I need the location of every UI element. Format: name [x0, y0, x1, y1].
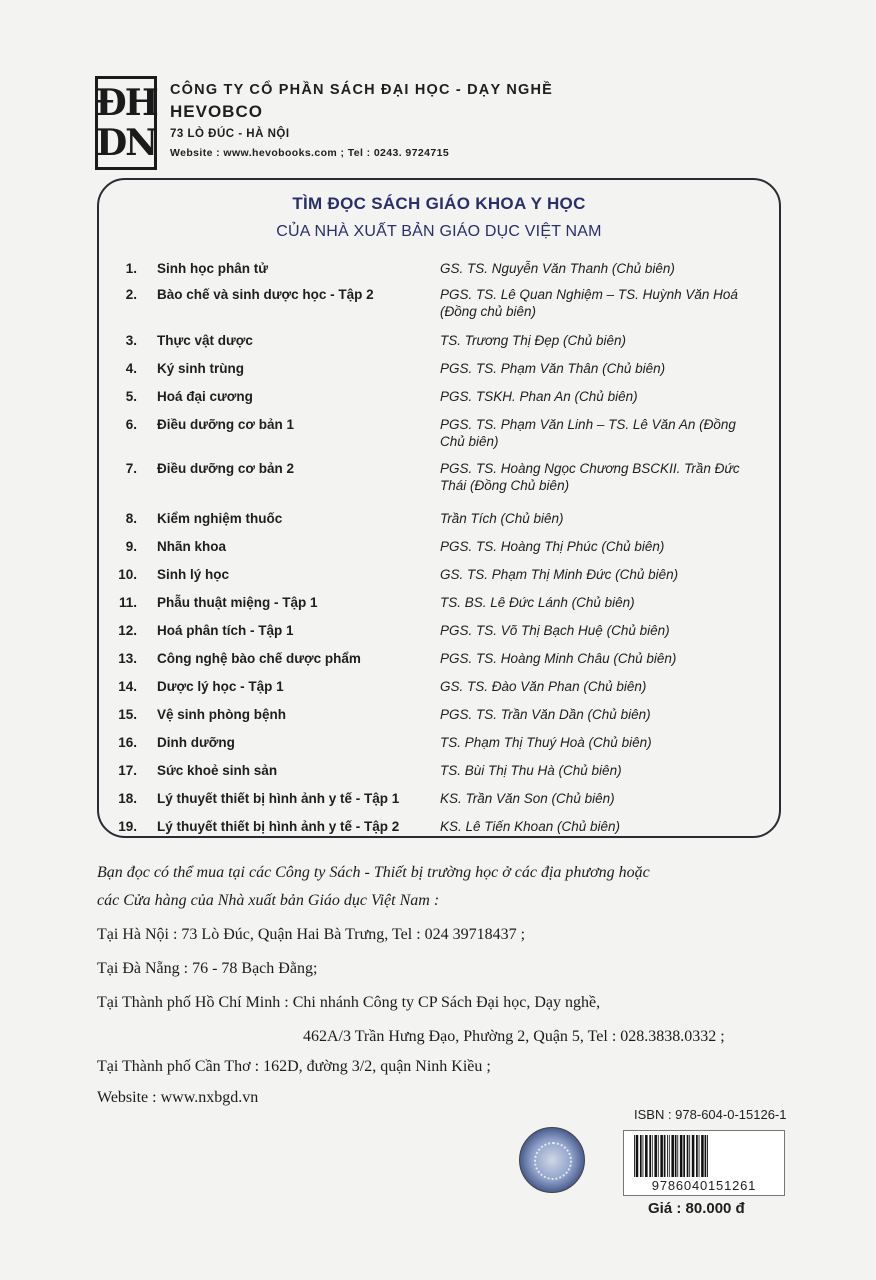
book-title: Điều dưỡng cơ bản 1	[157, 417, 294, 432]
book-author: Trần Tích (Chủ biên)	[440, 511, 564, 526]
book-title: Bào chế và sinh dược học - Tập 2	[157, 287, 374, 302]
barcode-bar	[696, 1135, 698, 1177]
book-title: Nhãn khoa	[157, 539, 227, 554]
book-author: PGS. TS. Trần Văn Dần (Chủ biên)	[440, 707, 651, 722]
company-name: CÔNG TY CỔ PHẦN SÁCH ĐẠI HỌC - DẠY NGHỀ	[170, 82, 554, 98]
book-author: GS. TS. Nguyễn Văn Thanh (Chủ biên)	[440, 261, 675, 276]
book-author: KS. Lê Tiến Khoan (Chủ biên)	[440, 819, 620, 834]
book-title: Thực vật dược	[157, 333, 253, 348]
book-author: KS. Trần Văn Son (Chủ biên)	[440, 791, 615, 806]
book-number: 14.	[118, 679, 137, 694]
book-author: PGS. TS. Võ Thị Bạch Huệ (Chủ biên)	[440, 623, 670, 638]
book-number: 7.	[125, 461, 137, 476]
store-hanoi: Tại Hà Nội : 73 Lò Đúc, Quận Hai Bà Trưng, Tel : 024 39718437 ;	[97, 926, 526, 943]
book-number: 19.	[118, 819, 137, 834]
book-author: PGS. TS. Hoàng Thị Phúc (Chủ biên)	[440, 539, 665, 554]
barcode-bar	[707, 1135, 708, 1177]
barcode-bar	[687, 1135, 689, 1177]
store-cantho: Tại Thành phố Cần Thơ : 162D, đường 3/2, quận Ninh Kiều ;	[97, 1058, 491, 1075]
book-number: 16.	[118, 735, 137, 750]
barcode-bar	[671, 1135, 674, 1177]
book-number: 9.	[125, 539, 137, 554]
book-author: TS. BS. Lê Đức Lánh (Chủ biên)	[440, 595, 635, 610]
book-author: PGS. TS. Phạm Văn Linh – TS. Lê Văn An (Đồng Chủ biên)	[440, 417, 736, 449]
book-author: PGS. TS. Phạm Văn Thân (Chủ biên)	[440, 361, 666, 376]
logo-row-top: ĐH	[95, 82, 157, 124]
barcode-frame	[623, 1130, 785, 1196]
book-author: GS. TS. Đào Văn Phan (Chủ biên)	[440, 679, 647, 694]
book-number: 8.	[125, 511, 137, 526]
book-title: Lý thuyết thiết bị hình ảnh y tế - Tập 1	[157, 791, 400, 806]
book-number: 12.	[118, 623, 137, 638]
book-number: 10.	[118, 567, 137, 582]
barcode-bar	[634, 1135, 635, 1177]
book-title: Dinh dưỡng	[157, 735, 235, 750]
book-row	[99, 818, 779, 854]
book-number: 6.	[125, 417, 137, 432]
book-list-subtitle: CỦA NHÀ XUẤT BẢN GIÁO DỤC VIỆT NAM	[276, 223, 602, 240]
barcode-bar	[669, 1135, 670, 1177]
book-number: 18.	[118, 791, 137, 806]
barcode-bar	[660, 1135, 663, 1177]
book-author: PGS. TSKH. Phan An (Chủ biên)	[440, 389, 638, 404]
book-number: 15.	[118, 707, 137, 722]
book-title: Hoá đại cương	[157, 389, 253, 404]
barcode-bar	[699, 1135, 700, 1177]
book-title: Lý thuyết thiết bị hình ảnh y tế - Tập 2	[157, 819, 400, 834]
logo-row-bottom: DN	[95, 122, 157, 164]
book-number: 13.	[118, 651, 137, 666]
barcode-icon	[632, 1135, 776, 1177]
hologram-seal-icon	[519, 1127, 585, 1193]
barcode-bar	[649, 1135, 651, 1177]
book-author: PGS. TS. Hoàng Ngọc Chương BSCKII. Trần Đức Thái (Đồng Chủ biên)	[440, 461, 740, 493]
book-list-box	[97, 178, 781, 838]
barcode-bar	[701, 1135, 704, 1177]
company-brand: HEVOBCO	[170, 102, 263, 121]
store-hcm-line1: Tại Thành phố Hồ Chí Minh : Chi nhánh Công ty CP Sách Đại học, Dạy nghề,	[97, 994, 601, 1011]
store-danang: Tại Đà Nẵng : 76 - 78 Bạch Đằng;	[97, 960, 318, 977]
book-title: Điều dưỡng cơ bản 2	[157, 461, 294, 476]
barcode-bar	[645, 1135, 648, 1177]
book-title: Kiểm nghiệm thuốc	[157, 511, 283, 526]
barcode-bar	[636, 1135, 639, 1177]
barcode-bar	[643, 1135, 644, 1177]
price: Giá : 80.000 đ	[648, 1200, 745, 1217]
book-title: Công nghệ bào chế dược phẩm	[157, 651, 361, 666]
book-author: GS. TS. Phạm Thị Minh Đức (Chủ biên)	[440, 567, 679, 582]
book-number: 2.	[125, 287, 137, 302]
store-hcm-line2: 462A/3 Trần Hưng Đạo, Phường 2, Quận 5, Tel : 028.3838.0332 ;	[303, 1028, 725, 1045]
book-author: TS. Bùi Thị Thu Hà (Chủ biên)	[440, 763, 622, 778]
book-number: 3.	[125, 333, 137, 348]
book-row	[99, 416, 779, 452]
book-number: 4.	[125, 361, 137, 376]
company-website: Website : www.hevobooks.com ; Tel : 0243. 9724715	[170, 147, 450, 159]
barcode-bar	[652, 1135, 653, 1177]
book-number: 1.	[125, 261, 137, 276]
purchase-intro-line2: các Cửa hàng của Nhà xuất bản Giáo dục Việt Nam :	[97, 892, 440, 909]
barcode-bar	[640, 1135, 642, 1177]
company-address: 73 LÒ ĐÚC - HÀ NỘI	[170, 128, 290, 140]
book-title: Ký sinh trùng	[157, 361, 244, 376]
book-row	[99, 286, 779, 322]
barcode-bar	[689, 1135, 690, 1177]
book-title: Sức khoẻ sinh sản	[157, 763, 278, 778]
publisher-logo	[95, 76, 157, 170]
company-info	[170, 80, 553, 162]
purchase-intro-line1: Bạn đọc có thể mua tại các Công ty Sách - Thiết bị trường học ở các địa phương hoặc	[97, 864, 650, 881]
barcode-bar	[667, 1135, 668, 1177]
book-author: PGS. TS. Hoàng Minh Châu (Chủ biên)	[440, 651, 677, 666]
book-number: 5.	[125, 389, 137, 404]
book-row	[99, 460, 779, 496]
book-title: Vệ sinh phòng bệnh	[157, 707, 286, 722]
book-title: Sinh lý học	[157, 567, 230, 582]
book-author: PGS. TS. Lê Quan Nghiệm – TS. Huỳnh Văn Hoá (Đồng chủ biên)	[440, 287, 738, 319]
book-author: TS. Phạm Thị Thuý Hoà (Chủ biên)	[440, 735, 652, 750]
book-author: TS. Trương Thị Đẹp (Chủ biên)	[440, 333, 627, 348]
barcode-number: 9786040151261	[651, 1178, 757, 1193]
barcode-bar	[692, 1135, 695, 1177]
book-title: Phẫu thuật miệng - Tập 1	[157, 595, 318, 610]
barcode-bar	[680, 1135, 683, 1177]
book-number: 17.	[118, 763, 137, 778]
isbn-label: ISBN : 978-604-0-15126-1	[634, 1107, 787, 1122]
publisher-website: Website : www.nxbgd.vn	[97, 1089, 259, 1106]
barcode-bar	[675, 1135, 677, 1177]
barcode-bar	[683, 1135, 685, 1177]
book-list-title: TÌM ĐỌC SÁCH GIÁO KHOA Y HỌC	[292, 194, 586, 213]
book-title: Dược lý học - Tập 1	[157, 679, 284, 694]
book-number: 11.	[118, 595, 137, 610]
book-title: Hoá phân tích - Tập 1	[157, 623, 294, 638]
barcode-bar	[658, 1135, 659, 1177]
barcode-bar	[664, 1135, 666, 1177]
barcode-bar	[677, 1135, 678, 1177]
book-title: Sinh học phân tử	[157, 261, 269, 276]
barcode-bar	[705, 1135, 707, 1177]
barcode-bar	[654, 1135, 657, 1177]
